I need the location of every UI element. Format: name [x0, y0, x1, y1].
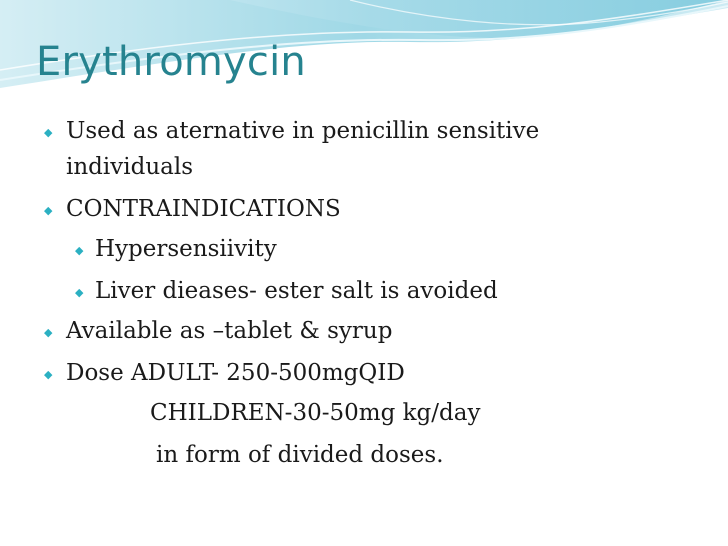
bullet-continuation	[156, 442, 444, 470]
bullet-diamond-icon: ◆	[44, 368, 53, 381]
bullet-diamond-icon: ◆	[44, 126, 53, 139]
bullet-item	[44, 118, 540, 146]
bullet-continuation	[66, 154, 193, 182]
bullet-text: Available as –tablet & syrup	[66, 318, 393, 344]
bullet-text: Hypersensiivity	[95, 236, 277, 262]
bullet-text: individuals	[66, 154, 194, 180]
slide-title: Erythromycin	[36, 39, 306, 85]
sub-bullet-item	[75, 278, 498, 306]
bullet-diamond-icon: ◆	[75, 286, 84, 299]
bullet-item	[44, 318, 393, 346]
bullet-text: Liver dieases- ester salt is avoided	[95, 278, 498, 304]
sub-bullet-item	[75, 236, 277, 264]
bullet-diamond-icon: ◆	[44, 326, 53, 339]
bullet-item	[44, 196, 341, 224]
bullet-continuation	[150, 400, 480, 428]
bullet-text: CHILDREN-30-50mg kg/day	[150, 400, 481, 426]
bullet-text: Used as aternative in penicillin sensitive	[66, 118, 540, 144]
bullet-diamond-icon: ◆	[75, 244, 84, 257]
bullet-text: CONTRAINDICATIONS	[66, 196, 341, 222]
bullet-diamond-icon: ◆	[44, 204, 53, 217]
bullet-text: Dose ADULT- 250-500mgQID	[66, 360, 405, 386]
bullet-item	[44, 360, 405, 388]
bullet-text: in form of divided doses.	[156, 442, 444, 468]
